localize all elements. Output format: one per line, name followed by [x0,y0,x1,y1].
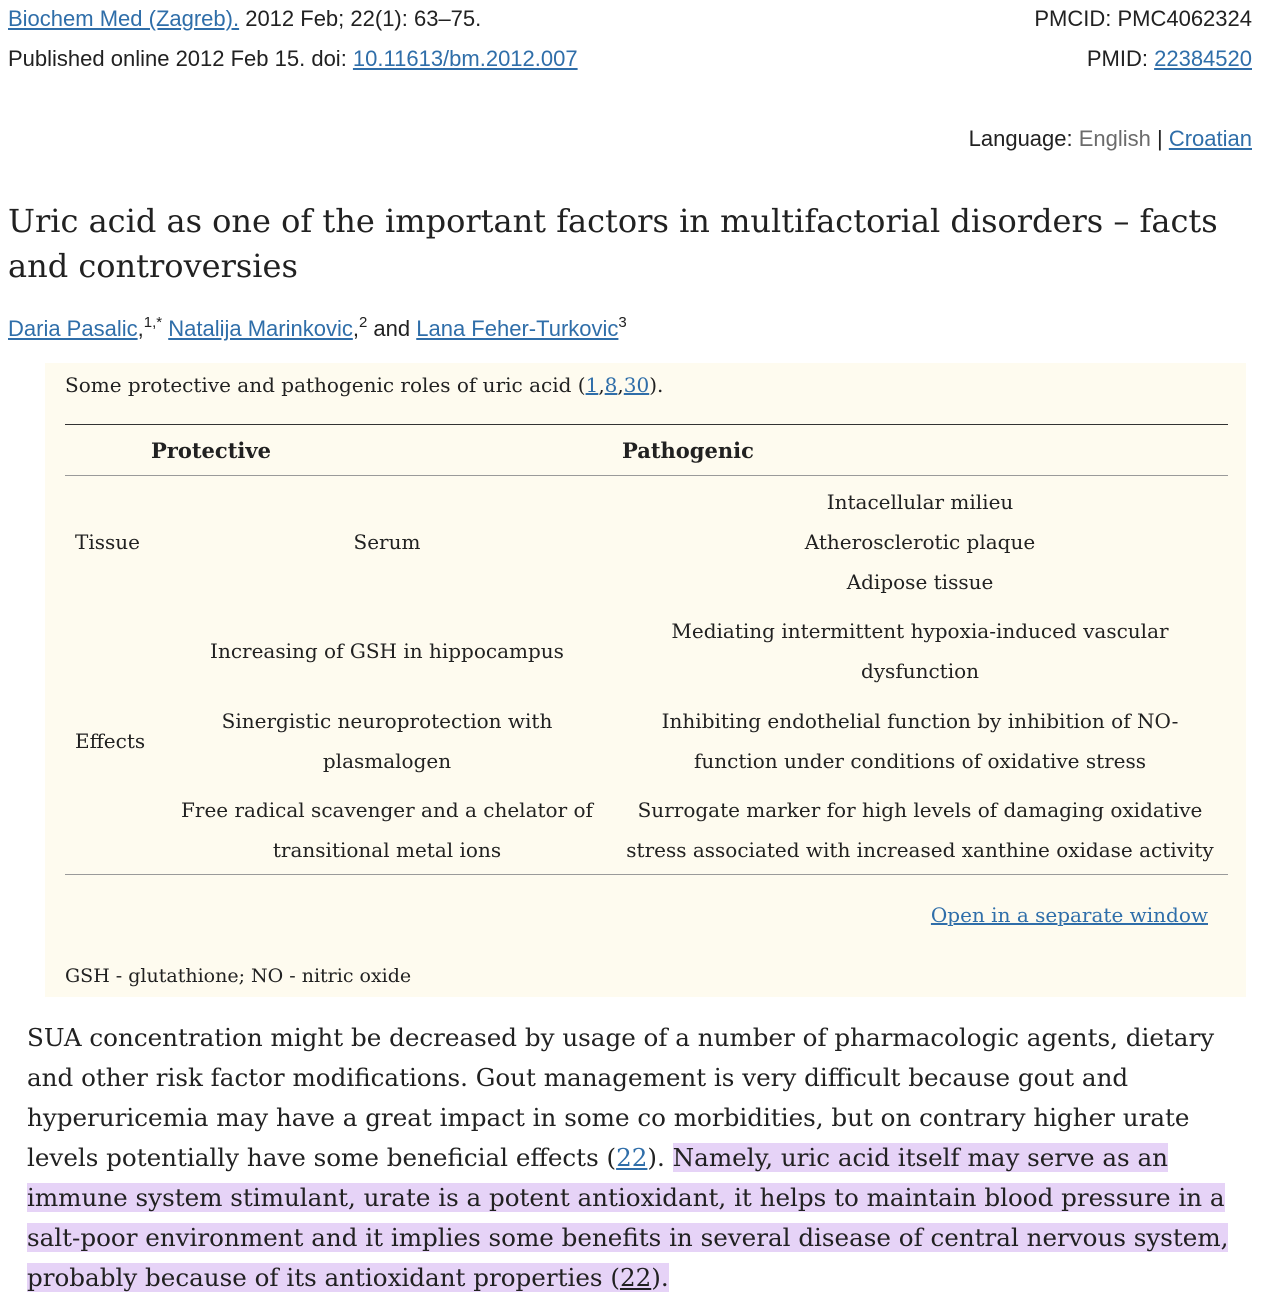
author-link[interactable]: Daria Pasalic [8,316,138,341]
effect-pathogenic-1a: Mediating intermittent hypoxia-induced vascular [671,619,1169,643]
caption-ref-link[interactable]: 8 [604,373,618,397]
row-label-tissue: Tissue [75,530,140,554]
header-protective: Protective [151,438,271,463]
open-separate-window-link[interactable]: Open in a separate window [930,903,1208,927]
effect-protective-3a: Free radical scavenger and a chelator of [181,798,593,822]
journal-link[interactable]: Biochem Med (Zagreb). [8,6,240,31]
effect-protective-3b: transitional metal ions [272,838,502,862]
highlight-text: Namely, uric acid itself may serve as an immune system stimulant, urate is a potent antioxidant, it helps to maintain blood pressure in a salt-poor environment and it implies some benefits in several disease of central nervous system, probably because of its antioxidant properties ( [27,1143,1229,1292]
table-container [45,363,1246,997]
caption-ref-link[interactable]: 30 [623,373,650,397]
effect-pathogenic-2b: function under conditions of oxidative stress [693,749,1147,773]
table-rule-header [65,475,1228,476]
paragraph-text-end: ). [647,1143,665,1172]
reference-link[interactable]: 22 [616,1143,648,1172]
doi-link[interactable]: 10.11613/bm.2012.007 [352,46,578,71]
caption-text: Some protective and pathogenic roles of uric acid ( [65,373,586,397]
pmid-link[interactable]: 22384520 [1154,46,1252,71]
table-footnote: GSH - glutathione; NO - nitric oxide [65,965,412,987]
row-label-effects: Effects [75,729,146,753]
author-affiliation: 3 [618,314,627,331]
effect-protective-2b: plasmalogen [322,749,452,773]
author-separator: , [352,316,359,341]
tissue-pathogenic-3: Adipose tissue [846,570,994,594]
reference-link[interactable]: 22 [619,1263,652,1292]
table-rule-top [65,424,1228,425]
issue-info: 2012 Feb; 22(1): 63–75. [239,6,482,31]
language-label: Language: [968,126,1079,151]
caption-ref-link[interactable]: 1 [585,373,599,397]
author-affiliation: 2 [358,314,368,331]
published-prefix: Published online 2012 Feb 15. doi: [8,46,353,71]
article-title: Uric acid as one of the important factors in multifactorial disorders – facts and controversies [8,202,1218,285]
pmcid: PMCID: PMC4062324 [1034,6,1252,31]
published-line [8,45,578,73]
effect-pathogenic-3b: stress associated with increased xanthine oxidase activity [626,838,1214,862]
citation-line [8,5,481,33]
effect-pathogenic-1b: dysfunction [860,659,980,683]
effect-protective-2a: Sinergistic neuroprotection with [221,709,553,733]
tissue-pathogenic-2: Atherosclerotic plaque [804,530,1036,554]
language-switcher [969,125,1252,153]
effect-pathogenic-2a: Inhibiting endothelial function by inhibition of NO- [661,709,1179,733]
body-paragraph [27,1018,1262,1298]
author-list [8,314,627,344]
header-pathogenic: Pathogenic [622,438,754,463]
author-separator: , [137,316,144,341]
highlight-text-end: ). [651,1263,669,1292]
caption-suffix: ). [649,373,664,397]
author-link[interactable]: Lana Feher-Turkovic [416,316,619,341]
tissue-protective: Serum [353,530,421,554]
tissue-pathogenic-1: Intacellular milieu [826,490,1014,514]
authors-and: and [367,316,417,341]
effect-protective-1: Increasing of GSH in hippocampus [210,639,564,663]
paragraph-text: SUA concentration might be decreased by usage of a number of pharmacologic agents, dietary and other risk factor modifications. Gout management is very difficult because gout and hyperuricemia may have a great impact in some co morbidities, but on contrary higher urate levels potentially have some beneficial effects ( [27,1023,1215,1172]
author-link[interactable]: Natalija Marinkovic [168,316,353,341]
table-caption: Some protective and pathogenic roles of uric acid (1,8,30). [65,373,664,397]
language-separator: | [1150,126,1169,151]
language-croatian-link[interactable]: Croatian [1168,126,1252,151]
language-current: English [1078,126,1151,151]
effect-pathogenic-3a: Surrogate marker for high levels of damaging oxidative [637,798,1203,822]
pmid-line [1087,45,1252,73]
author-affiliation: 1,* [143,314,163,331]
pmid-label: PMID: [1086,46,1155,71]
table-rule-bottom [65,874,1228,875]
